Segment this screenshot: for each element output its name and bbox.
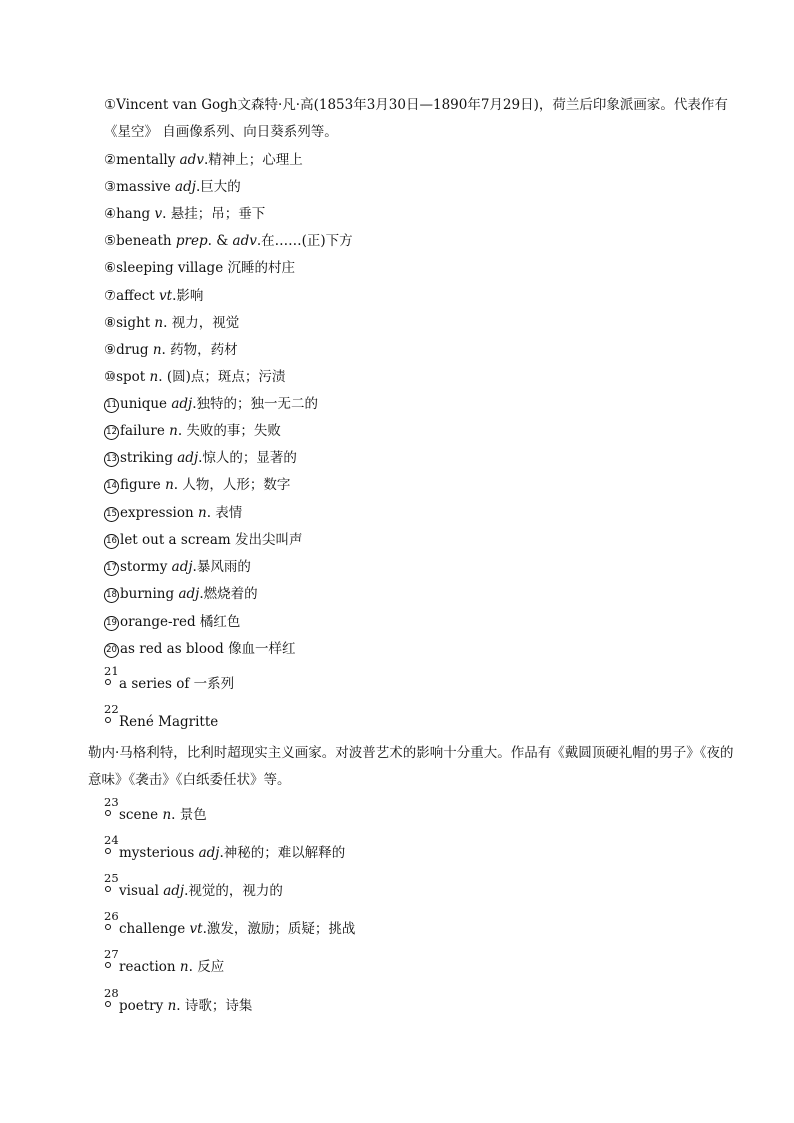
note-number: 17 [104,561,119,576]
note-definition: . 悬挂；吊；垂下 [162,206,266,222]
note-14 [104,475,744,495]
note-6 [104,258,744,278]
note-number: ④ [104,206,117,222]
note-definition: 一系列 [193,676,235,692]
note-definition: .在……(正)下方 [256,233,353,249]
note-definition: . 反应 [188,959,225,975]
note-definition: . 人物，人形；数字 [173,477,291,493]
note-word: striking [120,450,178,466]
note-number: ⑥ [104,260,117,276]
note-number: 22 [104,702,119,716]
note-word: let out a scream [120,532,235,548]
note-definition: .惊人的；显著的 [198,450,297,466]
note-2 [104,150,744,170]
note-pos: adj [198,845,220,861]
circle-marker-icon [105,924,111,930]
note-pos: n [165,477,174,493]
note-17 [104,557,744,577]
note-number: 12 [104,425,119,440]
note-27 [104,947,744,977]
note-word: as red as blood [120,641,229,657]
note-21 [104,664,744,694]
note-22-description [88,740,744,794]
note-number: ⑦ [104,288,117,304]
note-word: challenge [119,921,190,937]
note-number: ① [104,97,117,113]
note-pos: n [167,998,177,1014]
note-number: ⑤ [104,233,117,249]
note-pos: n [149,369,159,385]
note-number: 18 [104,588,119,603]
note-number: 24 [104,833,119,847]
note-word: stormy [120,559,172,575]
note-pos: adv [179,152,204,168]
note-definition: .巨大的 [195,179,241,195]
note-pos: v [154,206,163,222]
note-4 [104,204,744,224]
note-definition: .独特的；独一无二的 [192,396,319,412]
note-definition: 沉睡的村庄 [227,260,295,276]
note-word: a series of [119,676,194,692]
note-marker [104,664,119,690]
note-definition: 发出尖叫声 [234,532,303,548]
note-definition: . 表情 [206,505,243,521]
note-1 [104,92,744,146]
note-word: burning [120,586,179,602]
note-word: orange-red [120,614,200,630]
note-16 [104,530,744,550]
note-9 [104,340,744,360]
note-19 [104,612,744,632]
note-marker [104,871,119,897]
note-word: drug [116,342,153,358]
note-definition: .神秘的；难以解释的 [219,845,346,861]
note-number: ⑧ [104,315,117,331]
note-marker [104,947,119,973]
note-pos: n [162,807,172,823]
note-number: ③ [104,179,117,195]
note-word: René Magritte [119,714,219,730]
note-number: ⑨ [104,342,117,358]
note-11 [104,394,744,414]
note-pos: vt [189,921,203,937]
note-word: affect [116,288,160,304]
note-marker [104,909,119,935]
note-word: reaction [119,959,180,975]
note-number: ② [104,152,117,168]
note-text: Vincent van Gogh文森特·凡·高(1853年3月30日—1890年7月29日)，荷兰后印象派画家。代表作有《星空》 自画像系列、向日葵系列等。 [104,97,728,140]
note-word: mysterious [119,845,199,861]
note-definition: .激发，激励；质疑；挑战 [202,921,356,937]
note-pos: n [179,959,189,975]
note-definition: .视觉的，视力的 [184,883,283,899]
note-20 [104,639,744,659]
note-pos: adv [232,233,257,249]
note-number: 14 [104,479,119,494]
note-pos: n [169,423,178,439]
note-12 [104,421,744,441]
note-number: 28 [104,986,119,1000]
note-pos: vt [159,288,173,304]
note-word: visual [119,883,164,899]
note-word: expression [120,505,198,521]
note-pos: adj [163,883,185,899]
note-definition: . (圆)点；斑点；污渍 [158,369,286,385]
note-28 [104,986,744,1016]
note-definition: .影响 [172,288,204,304]
note-pos: adj [178,586,200,602]
note-number: 20 [104,643,119,658]
note-number: 16 [104,534,119,549]
note-pos: n [152,342,162,358]
note-marker [104,833,119,859]
note-number: 21 [104,664,119,678]
note-number: 19 [104,616,119,631]
note-10 [104,367,744,387]
note-definition: . 药物，药材 [161,342,238,358]
note-pos: adj [177,450,199,466]
note-word: sight [116,315,155,331]
note-definition: .暴风雨的 [192,559,251,575]
note-number: 11 [104,398,119,413]
note-26 [104,909,744,939]
note-word: mentally [116,152,180,168]
note-text: 勒内·马格利特，比利时超现实主义画家。对波普艺术的影响十分重大。作品有《戴圆顶硬礼帽的男子》《夜的意味》《袭击》《白纸委任状》等。 [88,745,734,788]
note-22 [104,702,744,732]
note-5 [104,231,744,251]
note-definition: 橘红色 [199,614,241,630]
note-word: figure [120,477,166,493]
note-number: 23 [104,795,119,809]
note-definition: . 诗歌；诗集 [176,998,253,1014]
note-pos: adj [171,396,193,412]
circle-marker-icon [105,810,111,816]
circle-marker-icon [105,886,111,892]
note-word: unique [120,396,172,412]
note-marker [104,986,119,1012]
circle-marker-icon [105,717,111,723]
circle-marker-icon [105,1001,111,1007]
note-8 [104,313,744,333]
note-word: sleeping village [116,260,228,276]
note-7 [104,286,744,306]
note-definition: . 景色 [171,807,207,823]
note-pos: n [197,505,207,521]
note-23 [104,795,744,825]
note-definition: .燃烧着的 [199,586,258,602]
note-number: 13 [104,452,119,467]
note-number: 15 [104,507,119,522]
circle-marker-icon [105,848,111,854]
note-18 [104,584,744,604]
note-separator: . & [207,233,233,249]
note-3 [104,177,744,197]
note-definition: . 失败的事；失败 [177,423,281,439]
note-number: ⑩ [104,369,117,385]
note-definition: . 视力，视觉 [163,315,240,331]
note-24 [104,833,744,863]
circle-marker-icon [105,679,111,685]
note-definition: 像血一样红 [228,641,296,657]
note-number: 26 [104,909,119,923]
note-pos: adj [175,179,196,195]
note-definition: .精神上；心理上 [203,152,303,168]
note-word: scene [119,807,163,823]
note-word: spot [116,369,150,385]
note-word: hang [116,206,155,222]
note-number: 27 [104,947,119,961]
note-word: failure [120,423,170,439]
note-pos: adj [171,559,193,575]
note-13 [104,448,744,468]
note-marker [104,702,119,728]
note-pos: prep [175,233,208,249]
note-15 [104,503,744,523]
note-word: poetry [119,998,168,1014]
note-25 [104,871,744,901]
note-pos: n [154,315,164,331]
note-marker [104,795,119,821]
circle-marker-icon [105,962,111,968]
note-number: 25 [104,871,119,885]
note-word: massive [116,179,176,195]
note-word: beneath [116,233,176,249]
